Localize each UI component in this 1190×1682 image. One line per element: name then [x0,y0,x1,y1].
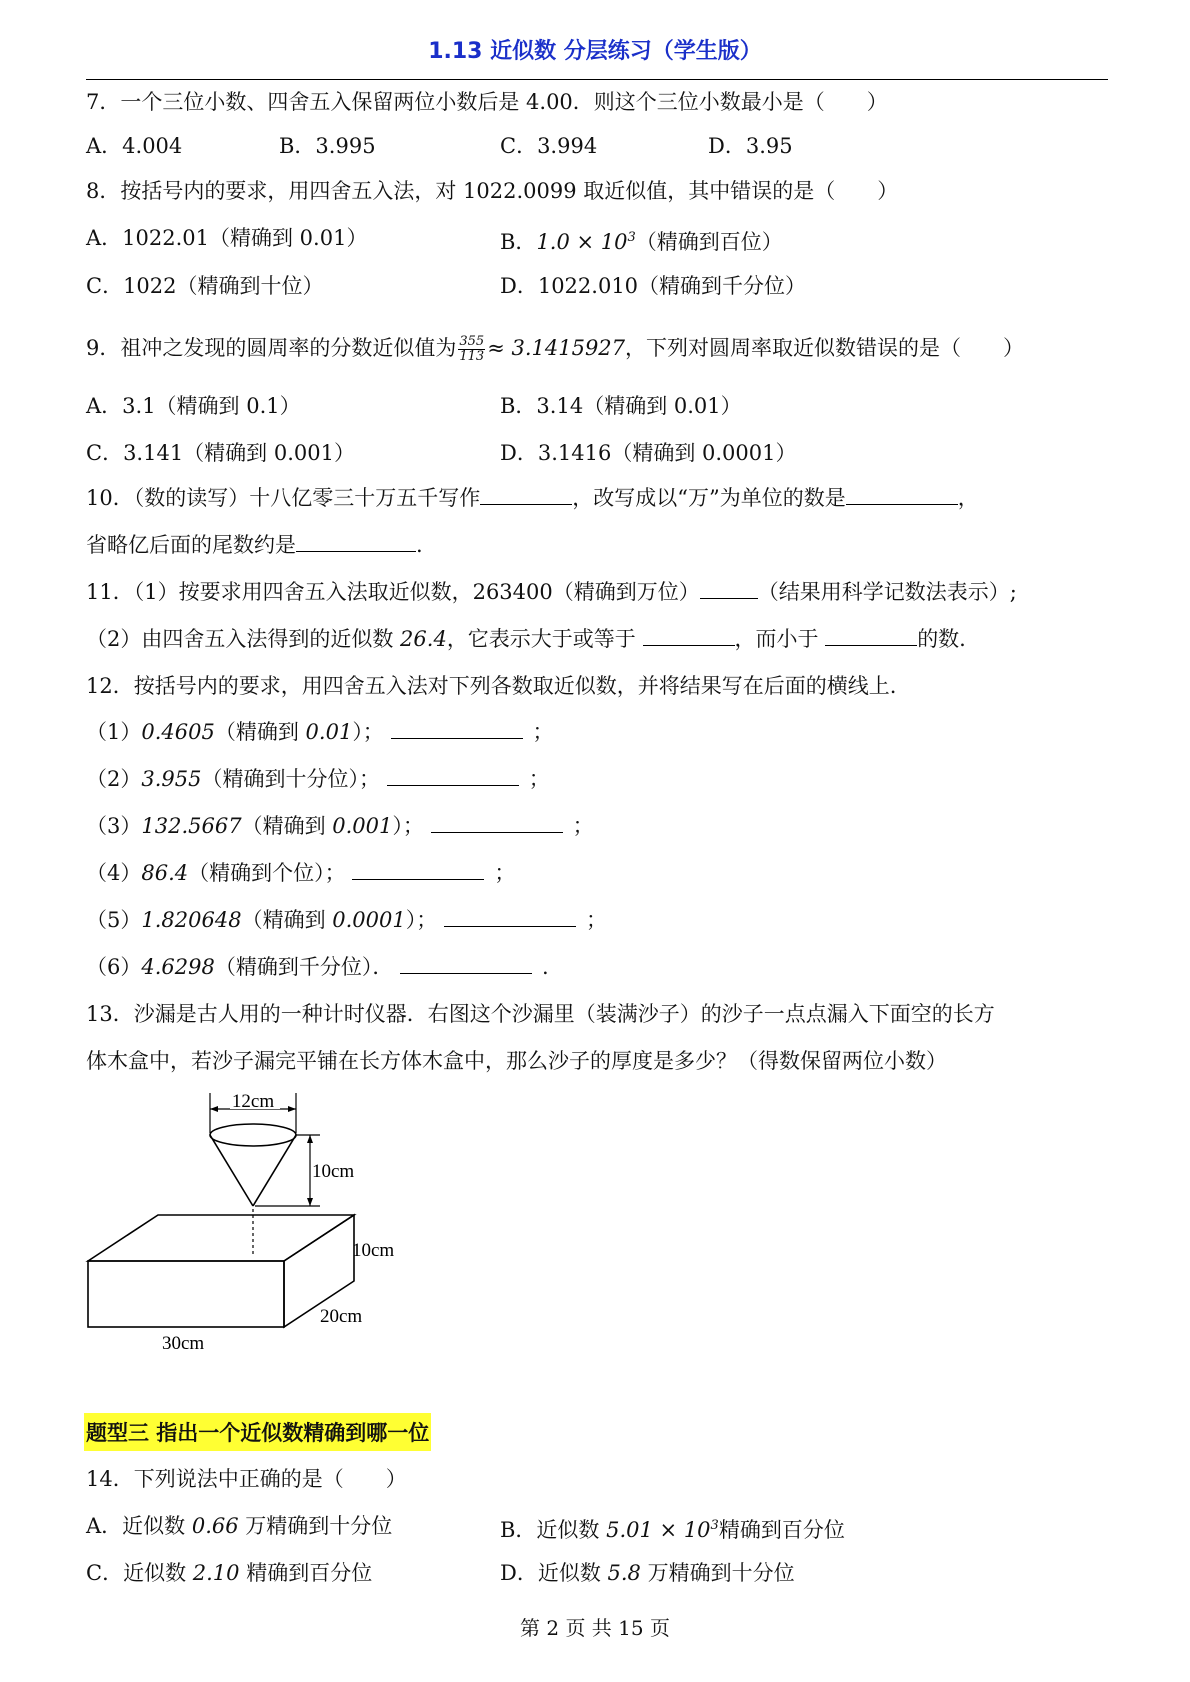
q13-line1: 13．沙漏是古人用的一种计时仪器．右图这个沙漏里（装满沙子）的沙子一点点漏入下面空的长方 [86,1002,995,1026]
q14-option-c-number: 2.10 [192,1561,240,1585]
q8-option-b-math: 1.0 × 10 [536,230,628,254]
q14-option-d-post: 万精确到十分位 [640,1561,795,1585]
q12-item-number: 4.6298 [141,955,215,979]
q8-option-b-label: B． [500,230,537,254]
q14-option-a-number: 0.66 [191,1514,239,1538]
q11-answer-blank-3[interactable] [825,627,917,646]
q8-option-b-exponent: 3 [627,230,636,245]
q12-item-number: 3.955 [141,767,202,791]
q12-item [86,906,607,934]
q9-approx: ≈ 3.1415927 [487,336,626,360]
q14-option-d-pre: D．近似数 [500,1561,608,1585]
q12-item-note-post: ）； [392,814,424,838]
q12-item [86,812,594,840]
q10-line1 [86,484,979,512]
q12-answer-blank[interactable] [400,955,532,974]
q11-line1-pre: 11．（1）按要求用四舍五入法取近似数，263400（精确到万位） [86,580,700,604]
cone-diameter-arrow-right [288,1106,296,1112]
q12-item-note-number: 0.0001 [332,908,406,932]
q10-answer-blank-2[interactable] [846,486,958,505]
q9-fraction-numerator: 355 [459,334,485,349]
q8-option-a: A．1022.01（精确到 0.01） [86,226,368,250]
q14-option-a-post: 万精确到十分位 [238,1514,393,1538]
q10-answer-blank-1[interactable] [480,486,572,505]
q10-part3: ， [957,486,979,510]
q12-stem: 12．按括号内的要求，用四舍五入法对下列各数取近似数，并将结果写在后面的横线上. [86,674,897,698]
hourglass-box-figure [80,1085,440,1375]
q12-item-end: ； [528,767,550,791]
q14-option-d-number: 5.8 [607,1561,641,1585]
q12-item-note-pre: （精确到个位）； [188,861,346,885]
box-length-label: 30cm [162,1333,205,1354]
q11-line2-pre: （2）由四舍五入法得到的近似数 [86,627,401,651]
q12-item-end: ； [532,720,554,744]
q14-option-b-post: 精确到百分位 [718,1518,845,1542]
q12-item-note-number: 0.01 [305,720,353,744]
q10-line2 [86,531,423,559]
cone-height-arrow-top [307,1135,313,1143]
q8-option-c: C．1022（精确到十位） [86,274,324,298]
q11-answer-blank-1[interactable] [700,580,758,599]
q12-item-note-pre: （精确到 [241,814,333,838]
q11-line2 [86,625,966,653]
q12-item-number: 86.4 [141,861,189,885]
q9-option-a: A．3.1（精确到 0.1） [86,394,301,418]
q12-item-spacer [424,814,431,838]
q10-answer-blank-3[interactable] [296,533,416,552]
q7-option-c: C．3.994 [500,134,598,158]
q8-option-d: D．1022.010（精确到千分位） [500,274,807,298]
q14-stem: 14．下列说法中正确的是（ ） [86,1467,407,1491]
page-footer: 第 2 页 共 15 页 [520,1616,670,1640]
page-header-title: 1.13 近似数 分层练习（学生版） [428,39,762,64]
cone-height-label: 10cm [312,1161,355,1182]
q11-line1 [86,578,1017,606]
q12-item-end: ； [585,908,607,932]
q11-line2-post: 的数. [917,627,966,651]
q12-item [86,859,515,887]
q12-item-number: 0.4605 [141,720,215,744]
q12-item-index: （1） [86,720,142,744]
q12-item-spacer [437,908,444,932]
q10-part4: 省略亿后面的尾数约是 [86,533,296,557]
q14-option-c-pre: C．近似数 [86,1561,193,1585]
box-top-face [88,1215,354,1261]
q12-item-note-post: ）； [352,720,384,744]
q12-item-note-pre: （精确到千分位）． [214,955,394,979]
q14-option-c [86,1559,372,1587]
q7-option-d: D．3.95 [708,134,793,158]
q10-part5: . [416,533,423,557]
q12-item [86,718,554,746]
q14-option-a-pre: A．近似数 [86,1514,192,1538]
box-front-face [88,1261,284,1327]
q12-item-end: ； [572,814,594,838]
header-divider [86,79,1108,80]
section-heading-type3: 题型三 指出一个近似数精确到哪一位 [84,1413,431,1451]
q12-item [86,953,549,981]
q12-item-number: 132.5667 [141,814,242,838]
q9-stem-pre: 9．祖冲之发现的圆周率的分数近似值为 [86,336,457,360]
q9-option-c: C．3.141（精确到 0.001） [86,441,355,465]
q12-item-note-pre: （精确到 [241,908,333,932]
q12-item-note-pre: （精确到 [214,720,306,744]
q12-item-end: ； [494,861,516,885]
q9-stem-post: ，下列对圆周率取近似数错误的是（ ） [625,336,1025,360]
cone-height-arrow-bottom [307,1198,313,1206]
q12-item-note-number: 0.001 [332,814,393,838]
q12-item [86,765,550,793]
cone-diameter-arrow-left [210,1106,218,1112]
q11-line1-post: （结果用科学记数法表示）; [757,580,1017,604]
q12-item-spacer [393,955,400,979]
q12-item-end: . [542,955,549,979]
q14-option-b-exponent: 3 [710,1518,719,1533]
q10-part1: 10．（数的读写）十八亿零三十万五千写作 [86,486,481,510]
q12-answer-blank[interactable] [444,908,576,927]
q12-item-index: （4） [86,861,142,885]
cone-top-ellipse [210,1124,296,1146]
q14-option-b-number: 5.01 × 10 [606,1518,711,1542]
q12-item-index: （2） [86,767,142,791]
box-depth-label: 20cm [320,1306,363,1327]
q11-line2-number: 26.4 [400,627,447,651]
q10-part2: ，改写成以“万”为单位的数是 [572,486,846,510]
q8-option-b [500,224,783,256]
q14-option-a [86,1512,392,1540]
box-height-label: 10cm [352,1240,395,1261]
q7-stem: 7．一个三位小数、四舍五入保留两位小数后是 4.00．则这个三位小数最小是（ ） [86,90,888,114]
q12-item-spacer [380,767,387,791]
q8-option-b-note: （精确到百位） [635,230,783,254]
q14-option-b [500,1512,845,1544]
q12-answer-blank[interactable] [391,720,523,739]
q7-option-b: B．3.995 [279,134,376,158]
q8-stem: 8．按括号内的要求，用四舍五入法，对 1022.0099 取近似值，其中错误的是（ ） [86,179,899,203]
q9-fraction-denominator: 113 [459,349,485,364]
q11-answer-blank-2[interactable] [643,627,735,646]
q12-item-note-post: ）； [405,908,438,932]
q9-option-d: D．3.1416（精确到 0.0001） [500,441,797,465]
q12-item-note-pre: （精确到十分位）； [201,767,380,791]
q12-item-index: （5） [86,908,142,932]
cone-diameter-label: 12cm [231,1091,275,1112]
q12-item-index: （6） [86,955,142,979]
q11-line2-mid2: ，而小于 [734,627,826,651]
q11-line2-mid: ，它表示大于或等于 [446,627,643,651]
q14-option-c-post: 精确到百分位 [239,1561,373,1585]
q14-option-b-pre: B．近似数 [500,1518,607,1542]
q13-line2: 体木盒中，若沙子漏完平铺在长方体木盒中，那么沙子的厚度是多少？（得数保留两位小数） [86,1049,947,1073]
q9-option-b: B．3.14（精确到 0.01） [500,394,742,418]
q14-option-d [500,1559,795,1587]
q12-answer-blank[interactable] [352,861,484,880]
q12-item-number: 1.820648 [141,908,242,932]
q9-fraction [458,335,485,364]
q9-stem [86,334,1024,364]
q12-answer-blank[interactable] [431,814,563,833]
q7-option-a: A．4.004 [86,134,183,158]
q12-item-spacer [384,720,391,744]
q12-item-index: （3） [86,814,142,838]
q12-answer-blank[interactable] [387,767,519,786]
q12-item-spacer [346,861,353,885]
